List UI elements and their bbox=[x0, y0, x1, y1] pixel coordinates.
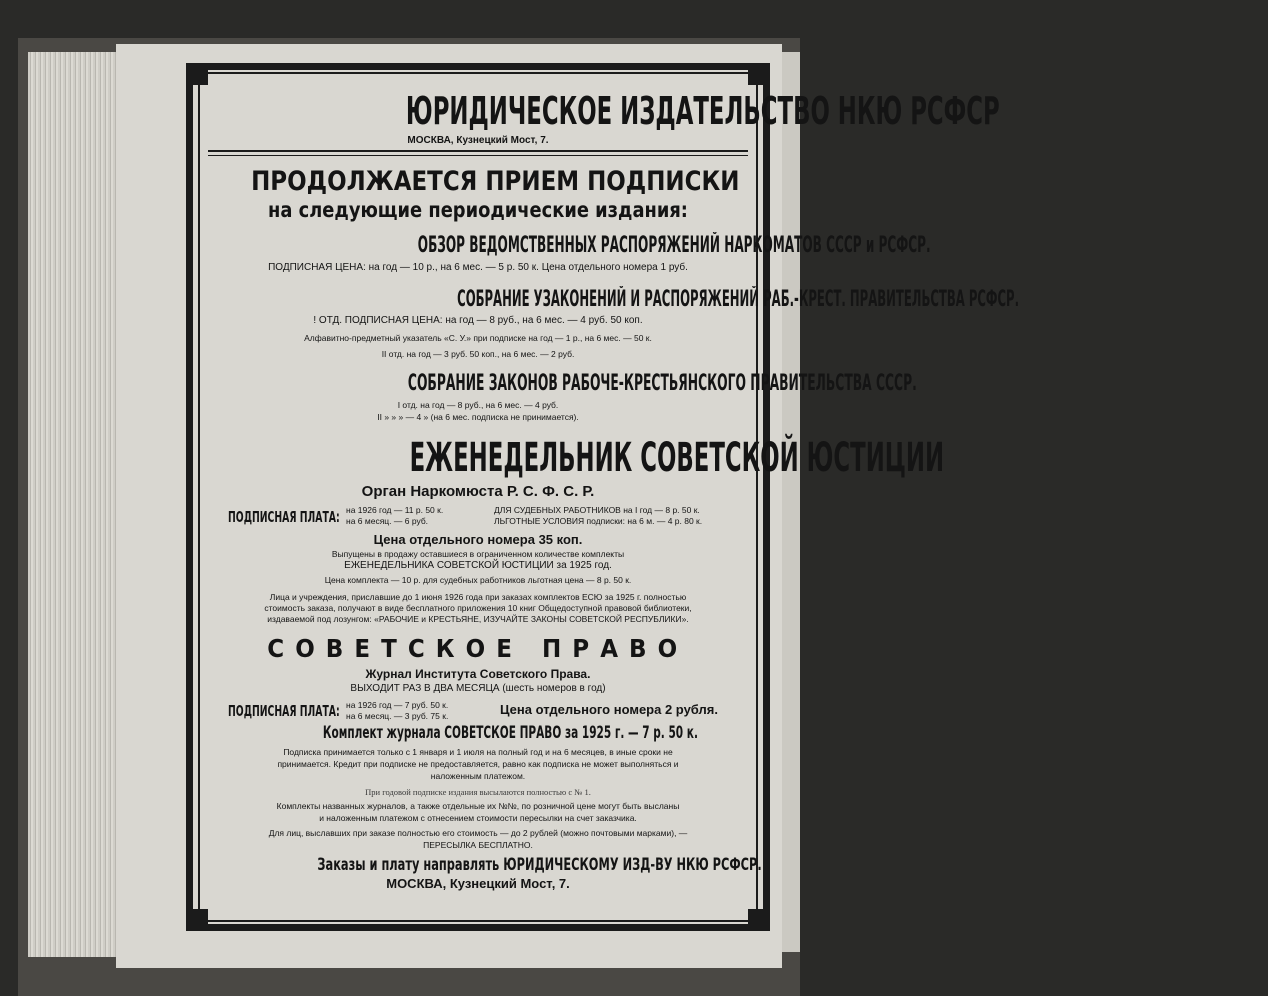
obzor-title: ОБЗОР ВЕДОМСТВЕННЫХ РАСПОРЯЖЕНИЙ НАРКОМАТОВ СССР и РСФСР. bbox=[417, 233, 931, 258]
ezhenedelnik-prices bbox=[208, 505, 748, 531]
sobranie-uzak-line: II отд. на год — 3 руб. 50 коп., на 6 мес. — 2 руб. bbox=[381, 349, 575, 359]
ezhenedelnik-plata-label: ПОДПИСНАЯ ПЛАТА: bbox=[228, 508, 340, 526]
sobranie-uzak-title: СОБРАНИЕ УЗАКОНЕНИЙ И РАСПОРЯЖЕНИЙ РАБ.-КРЕСТ. ПРАВИТЕЛЬСТВА РСФСР. bbox=[457, 287, 1020, 312]
pravo-frequency: ВЫХОДИТ РАЗ В ДВА МЕСЯЦА (шесть номеров в год) bbox=[350, 683, 606, 694]
sobranie-zak-line: I отд. на год — 8 руб., на 6 мес. — 4 руб. bbox=[397, 400, 559, 410]
pravo-note-line: наложенным платежом. bbox=[430, 771, 526, 781]
footer-order-line: Заказы и плату направлять ЮРИДИЧЕСКОМУ ИЗД-ВУ НКЮ РСФСР. bbox=[317, 855, 762, 875]
pravo-journal: Журнал Института Советского Права. bbox=[365, 667, 591, 681]
pravo-title: СОВЕТСКОЕ ПРАВО bbox=[267, 634, 689, 663]
footer-free-shipping-line: ПЕРЕСЫЛКА БЕСПЛАТНО. bbox=[423, 840, 533, 850]
frame-corner bbox=[748, 63, 770, 85]
pravo-plata-label: ПОДПИСНАЯ ПЛАТА: bbox=[228, 702, 340, 720]
ezhenedelnik-single-price: Цена отдельного номера 35 коп. bbox=[373, 532, 583, 547]
frame-corner bbox=[186, 909, 208, 931]
sobranie-uzak-line: ! ОТД. ПОДПИСНАЯ ЦЕНА: на год — 8 руб., на 6 мес. — 4 руб. 50 коп. bbox=[313, 315, 643, 326]
pravo-note-line: Подписка принимается только с 1 января и 1 июля на полный год и на 6 месяцев, в иные сроки не bbox=[283, 747, 673, 757]
ezhenedelnik-plata-6m: на 6 месяц. — 6 руб. bbox=[346, 516, 429, 526]
footer-komplekt-line: и наложенным платежом с отнесением стоимости пересылки на счет заказчика. bbox=[319, 813, 637, 823]
pravo-plata-year: на 1926 год — 7 руб. 50 к. bbox=[346, 700, 449, 710]
frame-corner bbox=[748, 909, 770, 931]
ezhenedelnik-bonus-line: издаваемой под лозунгом: «РАБОЧИЕ и КРЕСТЬЯНЕ, ИЗУЧАЙТЕ ЗАКОНЫ СОВЕТСКОЙ РЕСПУБЛИКИ». bbox=[267, 614, 689, 624]
footer-komplekt-line: Комплекты названных журналов, а также отдельные их №№, по розничной цене могут быть высланы bbox=[276, 801, 680, 811]
publisher-address: МОСКВА, Кузнецкий Мост, 7. bbox=[407, 135, 549, 146]
right-page-edge bbox=[782, 52, 800, 952]
ezhenedelnik-title: ЕЖЕНЕДЕЛЬНИК СОВЕТСКОЙ ЮСТИЦИИ bbox=[409, 435, 945, 481]
footer-free-shipping-line: Для лиц, выславших при заказе полностью его стоимость — до 2 рублей (можно почтовыми марками), — bbox=[268, 828, 688, 838]
footer-order-address: МОСКВА, Кузнецкий Мост, 7. bbox=[386, 876, 570, 891]
intro-heading: ПРОДОЛЖАЕТСЯ ПРИЕМ ПОДПИСКИ bbox=[251, 166, 740, 197]
ezhenedelnik-sale-line: Цена комплекта — 10 р. для судебных работников льготная цена — 8 р. 50 к. bbox=[324, 575, 632, 585]
frame-corner bbox=[186, 63, 208, 85]
obzor-price: ПОДПИСНАЯ ЦЕНА: на год — 10 р., на 6 мес. — 5 р. 50 к. Цена отдельного номера 1 руб. bbox=[268, 262, 688, 273]
ezhenedelnik-bonus-line: стоимость заказа, получают в виде бесплатного приложения 10 книг Общедоступной правовой библиотеки, bbox=[264, 603, 692, 613]
sobranie-zak-line: II » » » — 4 » (на 6 мес. подписка не принимается). bbox=[377, 412, 579, 422]
publisher-title: ЮРИДИЧЕСКОЕ ИЗДАТЕЛЬСТВО НКЮ РСФСР bbox=[405, 89, 1000, 133]
ezhenedelnik-bonus-line: Лица и учреждения, приславшие до 1 июня 1926 года при заказах комплектов ЕСЮ за 1925 г. полностью bbox=[269, 592, 687, 602]
ezhenedelnik-organ: Орган Наркомюста Р. С. Ф. С. Р. bbox=[361, 483, 595, 500]
pravo-single-price: Цена отдельного номера 2 рубля. bbox=[500, 702, 718, 717]
divider bbox=[208, 150, 748, 152]
intro-subheading: на следующие периодические издания: bbox=[268, 198, 688, 222]
ezhenedelnik-judges-year: ДЛЯ СУДЕБНЫХ РАБОТНИКОВ на I год — 8 р. 50 к. bbox=[494, 505, 700, 515]
sobranie-zak-title: СОБРАНИЕ ЗАКОНОВ РАБОЧЕ-КРЕСТЬЯНСКОГО ПРАВИТЕЛЬСТВА СССР. bbox=[407, 371, 917, 396]
divider bbox=[208, 155, 748, 156]
footer-annual-note: При годовой подписке издания высылаются полностью с № 1. bbox=[365, 787, 591, 797]
pravo-prices bbox=[208, 700, 748, 724]
pravo-plata-6m: на 6 месяц. — 3 руб. 75 к. bbox=[346, 711, 449, 721]
pravo-note-line: принимается. Кредит при подписке не предоставляется, равно как подписка не может выполняться и bbox=[277, 759, 679, 769]
page-edges bbox=[28, 52, 120, 957]
ezhenedelnik-plata-year: на 1926 год — 11 р. 50 к. bbox=[346, 505, 444, 515]
sobranie-uzak-line: Алфавитно-предметный указатель «С. У.» при подписке на год — 1 р., на 6 мес. — 50 к. bbox=[304, 333, 652, 343]
ezhenedelnik-judges-6m: ЛЬГОТНЫЕ УСЛОВИЯ подписки: на 6 м. — 4 р. 80 к. bbox=[494, 516, 703, 526]
pravo-komplekt: Комплект журнала СОВЕТСКОЕ ПРАВО за 1925 г. — 7 р. 50 к. bbox=[322, 723, 698, 743]
ezhenedelnik-sale-line: ЕЖЕНЕДЕЛЬНИКА СОВЕТСКОЙ ЮСТИЦИИ за 1925 год. bbox=[344, 560, 612, 571]
ezhenedelnik-sale-line: Выпущены в продажу оставшиеся в ограниченном количестве комплекты bbox=[331, 549, 625, 559]
